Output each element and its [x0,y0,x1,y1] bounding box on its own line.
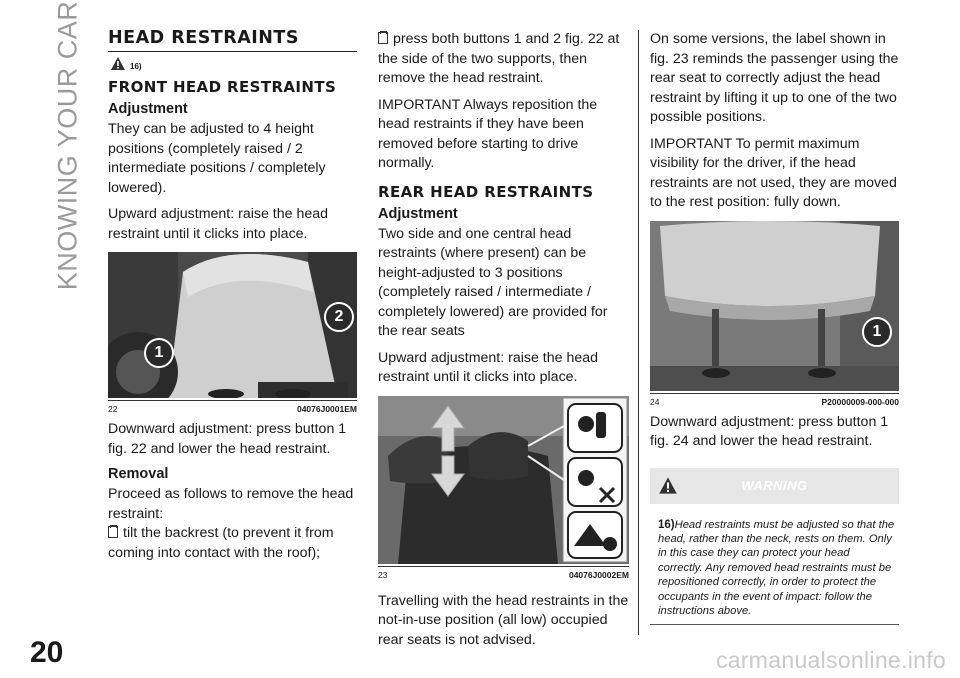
column-divider [638,30,639,635]
warning-triangle-icon [658,476,678,495]
warning-title: WARNING [741,478,808,493]
section-heading-front: FRONT HEAD RESTRAINTS [108,78,337,96]
warning-header [650,468,899,504]
bullet-icon [108,526,118,538]
paragraph: Travelling with the head restraints in the not-in-use position (all low) occupied rear seats is not advised. [378,592,629,648]
callout-2: 2 [324,302,354,332]
figure-number: 23 [378,569,388,580]
warning-ref-number: 16) [130,62,142,71]
figure-caption [108,400,357,414]
page-number: 20 [30,636,64,669]
rear-headrest-button-illustration [650,221,899,391]
section-heading-rear: REAR HEAD RESTRAINTS [378,182,594,201]
figure-24 [650,221,899,407]
figure-caption [378,566,629,580]
figure-number: 22 [108,404,118,414]
rear-headrest-illustration [378,396,629,564]
subheading-removal: Removal [108,466,169,482]
paragraph: IMPORTANT To permit maximum visibility for the driver, if the head restraints are not used, they are moved to the rest position: fully down. [650,135,897,210]
paragraph: Two side and one central head restraints (where present) can be height-adjusted to 3 positions (completely raised / intermediate / completely lowered) are provided for the rear seats [378,225,608,339]
figure-23 [378,396,629,580]
figure-code: P20000009-000-000 [821,396,899,407]
column-3 [650,30,899,625]
section-side-label: KNOWING YOUR CAR [52,0,83,290]
bullet-item: press both buttons 1 and 2 fig. 22 at the side of the two supports, then remove the head restraint. [378,31,620,86]
paragraph: Downward adjustment: press button 1 fig. 24 and lower the head restraint. [650,413,889,449]
figure-image [650,221,899,391]
paragraph: Downward adjustment: press button 1 fig. 22 and lower the head restraint. [108,421,347,457]
subheading-adjustment: Adjustment [378,205,458,222]
paragraph: Upward adjustment: raise the head restraint until it clicks into place. [108,206,329,242]
warning-reference[interactable] [110,56,357,71]
paragraph: On some versions, the label shown in fig. 23 reminds the passenger using the rear seat to correctly adjust the head restraint by lifting it up to one of the two possible positions. [650,31,899,125]
paragraph: IMPORTANT Always reposition the head restraints if they have been removed before starting to drive normally. [378,96,598,171]
subheading-adjustment: Adjustment [108,101,188,117]
warning-text: 16)Head restraints must be adjusted so that the head, rather than the neck, rests on them. Only in this case they can protect your head correctly. Any removed head restraints must be repositioned correctly, in order to protect the occupants in the event of impact: follow the instructions above. [658,518,895,617]
warning-triangle-icon [110,56,126,71]
warning-number: 16) [658,518,675,531]
paragraph: Upward adjustment: raise the head restraint until it clicks into place. [378,349,599,385]
column-1 [108,28,357,570]
callout-1: 1 [144,338,174,368]
page-title: HEAD RESTRAINTS [108,28,357,52]
bullet-item: tilt the backrest (to prevent it from coming into contact with the roof); [108,525,334,561]
paragraph: Proceed as follows to remove the head restraint: [108,486,354,522]
callout-1: 1 [862,317,892,347]
figure-code: 04076J0002EM [568,569,629,580]
figure-image [108,252,357,398]
figure-caption [650,393,899,407]
figure-number: 24 [650,396,660,407]
figure-22 [108,252,357,414]
figure-code: 04076J0001EM [296,404,357,414]
figure-image [378,396,629,564]
bullet-icon [378,32,388,44]
front-headrest-illustration [108,252,357,398]
paragraph: They can be adjusted to 4 height positions (completely raised / 2 intermediate positions / completely lowered). [108,121,326,196]
column-2 [378,30,629,657]
warning-box [650,468,899,626]
watermark: carmanualsonline.info [715,647,946,673]
